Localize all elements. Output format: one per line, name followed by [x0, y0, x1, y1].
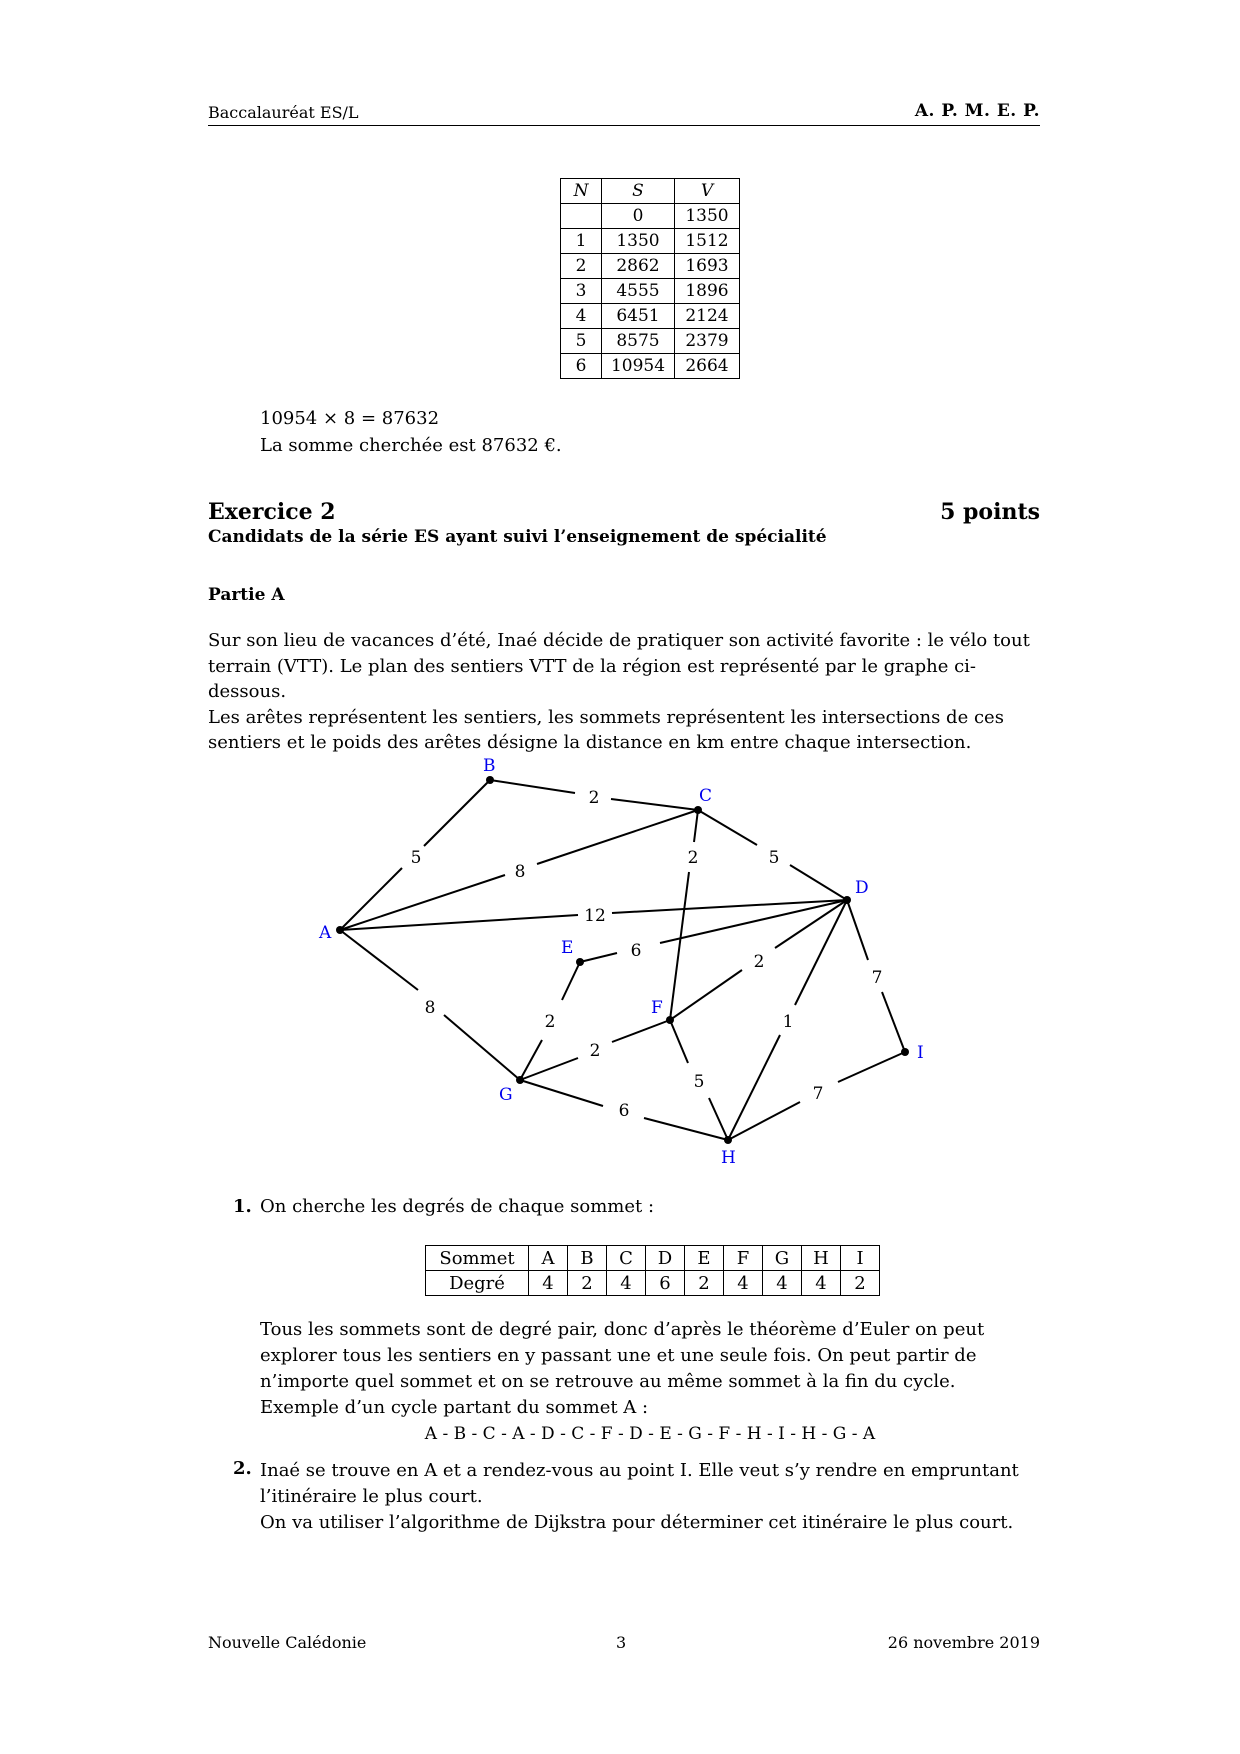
edge-g-h: [520, 1080, 603, 1106]
euler-cycle: A - B - C - A - D - C - F - D - E - G - F - H - I - H - G - A: [424, 1424, 876, 1444]
table-cell: 2: [561, 254, 602, 279]
edge-d-f: [670, 970, 742, 1020]
edge-b-c: [490, 780, 575, 793]
table-cell: D: [646, 1246, 685, 1271]
vertex-dot-c: [694, 806, 702, 814]
edge-c-f: [694, 810, 698, 842]
question-1-number: 1.: [233, 1196, 252, 1217]
answer-paragraph: Tous les sommets sont de degré pair, donc d’après le théorème d’Euler on peut explorer tous les sentiers en y passant une et une seule fois. On peut partir de n’importe quel sommet et on se retrouve au même sommet à la fin du cycle.: [260, 1319, 985, 1392]
weight-d-h: 1: [782, 1012, 794, 1032]
table-cell: I: [841, 1246, 880, 1271]
table-cell: 3: [561, 279, 602, 304]
weight-g-h: 6: [618, 1101, 630, 1121]
intro-paragraph: Les arêtes représentent les sentiers, les sommets représentent les intersections de ces sentiers et le poids des arêtes désigne la distance en km entre chaque intersection.: [208, 706, 1004, 753]
edge-d-i: [847, 900, 868, 960]
table-cell: 4: [763, 1271, 802, 1296]
table-cell: E: [685, 1246, 724, 1271]
vertex-label-a: A: [319, 923, 332, 943]
table-cell: 2124: [675, 304, 740, 329]
table-cell: 5: [561, 329, 602, 354]
edge-d-i: [882, 992, 905, 1052]
table-cell: 4: [724, 1271, 763, 1296]
column-header: V: [675, 179, 740, 204]
vertex-label-e: E: [561, 938, 574, 958]
edge-g-h: [644, 1118, 728, 1140]
footer-date: 26 novembre 2019: [887, 1633, 1040, 1652]
table-cell: 6: [561, 354, 602, 379]
weight-a-g: 8: [424, 998, 436, 1018]
answer-paragraph: Exemple d’un cycle partant du sommet A :: [260, 1397, 649, 1418]
weight-a-d: 12: [584, 906, 606, 926]
table-cell: 2: [685, 1271, 724, 1296]
table-cell: 4: [607, 1271, 646, 1296]
edge-c-f: [670, 872, 689, 1020]
vertex-dot-b: [486, 776, 494, 784]
question-1-answer: [260, 1317, 1040, 1421]
edge-e-g: [562, 962, 580, 1000]
vertex-label-g: G: [499, 1085, 513, 1105]
column-header: N: [561, 179, 602, 204]
weight-c-d: 5: [768, 848, 780, 868]
intro-paragraph: Sur son lieu de vacances d’été, Inaé décide de pratiquer son activité favorite : le vélo tout terrain (VTT). Le plan des sentiers VTT de la région est représenté par le graphe ci-dessous.: [208, 630, 1030, 702]
row-label: Sommet: [426, 1246, 529, 1271]
weight-f-h: 5: [693, 1072, 705, 1092]
vertex-label-f: F: [651, 998, 663, 1018]
calc-result: La somme cherchée est 87632 €.: [260, 435, 562, 456]
table-cell: 4: [802, 1271, 841, 1296]
weight-d-i: 7: [871, 968, 883, 988]
table-cell: 2664: [675, 354, 740, 379]
vertex-label-i: I: [917, 1043, 924, 1063]
edge-b-c: [611, 799, 698, 810]
edge-a-c: [537, 810, 698, 864]
question-2-text: [260, 1458, 1040, 1536]
weight-d-f: 2: [753, 952, 765, 972]
table-cell: 2379: [675, 329, 740, 354]
vertex-label-d: D: [855, 878, 869, 898]
weight-a-b: 5: [410, 848, 422, 868]
table-cell: 2: [568, 1271, 607, 1296]
vertex-dot-e: [576, 958, 584, 966]
table-cell: G: [763, 1246, 802, 1271]
edge-h-i: [838, 1052, 905, 1082]
column-header: S: [602, 179, 675, 204]
table-cell: 4: [561, 304, 602, 329]
table-cell: 1: [561, 229, 602, 254]
table-cell: 0: [602, 204, 675, 229]
header-apmep: A. P. M. E. P.: [914, 101, 1040, 121]
calc-line: 10954 × 8 = 87632: [260, 408, 440, 429]
table-cell: 6451: [602, 304, 675, 329]
vertex-dot-h: [724, 1136, 732, 1144]
edge-a-d: [612, 900, 847, 913]
table-cell: 1896: [675, 279, 740, 304]
exercise-subtitle: Candidats de la série ES ayant suivi l’enseignement de spécialité: [208, 527, 827, 547]
edge-a-g: [444, 1015, 520, 1080]
table-cell: 1350: [675, 204, 740, 229]
vertex-dot-g: [516, 1076, 524, 1084]
table-cell: 1693: [675, 254, 740, 279]
edge-d-e: [660, 900, 847, 943]
part-title: Partie A: [208, 585, 285, 605]
weight-d-e: 6: [630, 941, 642, 961]
edge-d-e: [580, 953, 617, 962]
header-title: Baccalauréat ES/L: [208, 103, 359, 122]
edge-d-h: [795, 900, 847, 1005]
exercise-points: 5 points: [940, 499, 1040, 525]
edge-c-d: [698, 810, 757, 845]
table-cell: 4: [529, 1271, 568, 1296]
row-label: Degré: [426, 1271, 529, 1296]
vertex-dot-d: [843, 896, 851, 904]
table-cell: B: [568, 1246, 607, 1271]
question-paragraph: On va utiliser l’algorithme de Dijkstra pour déterminer cet itinéraire le plus court.: [260, 1512, 1014, 1533]
edge-a-g: [340, 930, 418, 990]
footer-page-number: 3: [616, 1633, 627, 1652]
edge-h-i: [728, 1102, 800, 1140]
vertex-label-h: H: [721, 1148, 736, 1168]
table-cell: 4555: [602, 279, 675, 304]
table-cell: F: [724, 1246, 763, 1271]
edge-d-h: [728, 1035, 780, 1140]
edge-c-d: [790, 865, 847, 900]
table-cell: 1350: [602, 229, 675, 254]
weight-a-c: 8: [514, 862, 526, 882]
question-1-text: On cherche les degrés de chaque sommet :: [260, 1196, 655, 1217]
table-cell: H: [802, 1246, 841, 1271]
table-cell: 2862: [602, 254, 675, 279]
table-row: [426, 1271, 880, 1296]
question-paragraph: Inaé se trouve en A et a rendez-vous au point I. Elle veut s’y rendre en empruntant l’itinéraire le plus court.: [260, 1460, 1019, 1507]
vertex-dot-i: [901, 1048, 909, 1056]
question-2-number: 2.: [233, 1458, 252, 1479]
weight-b-c: 2: [588, 788, 600, 808]
table-cell: 1512: [675, 229, 740, 254]
table-cell: 10954: [602, 354, 675, 379]
table-cell: 6: [646, 1271, 685, 1296]
vertex-dot-f: [666, 1016, 674, 1024]
edge-e-g: [520, 1040, 542, 1080]
exercise-title: Exercice 2: [208, 499, 336, 525]
vertex-dot-a: [336, 926, 344, 934]
table-cell: 8575: [602, 329, 675, 354]
table-cell: 2: [841, 1271, 880, 1296]
edge-f-g: [520, 1058, 578, 1080]
weight-c-f: 2: [687, 848, 699, 868]
edge-f-g: [612, 1020, 670, 1042]
footer-location: Nouvelle Calédonie: [208, 1633, 367, 1652]
weight-e-g: 2: [544, 1012, 556, 1032]
vertex-label-c: C: [699, 786, 713, 806]
table-cell: C: [607, 1246, 646, 1271]
vertex-label-b: B: [483, 756, 496, 776]
table-cell: A: [529, 1246, 568, 1271]
table-row: [426, 1246, 880, 1271]
edge-f-h: [709, 1098, 728, 1140]
weight-f-g: 2: [589, 1041, 601, 1061]
degree-table: [425, 1245, 880, 1296]
weight-h-i: 7: [812, 1084, 824, 1104]
edge-f-h: [670, 1020, 688, 1063]
edge-a-b: [424, 780, 490, 846]
